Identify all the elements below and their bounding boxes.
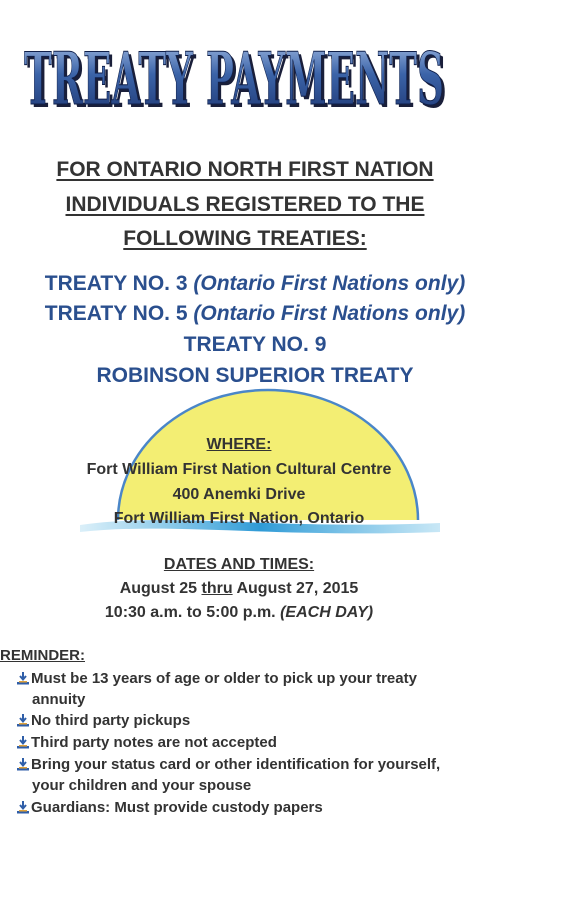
dates-title: DATES AND TIMES: xyxy=(163,556,315,573)
reminder-item-1 xyxy=(16,668,486,710)
title-text: TREATY PAYMENTS xyxy=(24,36,445,118)
treaty-9: TREATY NO. 9 xyxy=(183,333,327,356)
treaty-3-name: TREATY NO. 3 xyxy=(44,272,188,295)
reminder-item-5-text: Guardians: Must provide custody papers xyxy=(31,799,323,816)
treaty-5-name: TREATY NO. 5 xyxy=(44,302,188,325)
down-arrow-bullet-icon xyxy=(16,735,30,749)
time-range: 10:30 a.m. to 5:00 p.m. xyxy=(104,604,276,621)
time-note: (EACH DAY) xyxy=(280,604,374,621)
where-venue: Fort William First Nation Cultural Centre xyxy=(86,461,392,478)
treaty-5-note: (Ontario First Nations only) xyxy=(193,302,466,325)
date-thru: thru xyxy=(201,580,233,597)
heading-line-3: FOLLOWING TREATIES: xyxy=(123,227,367,250)
down-arrow-bullet-icon xyxy=(16,671,30,685)
reminder-title: REMINDER: xyxy=(0,647,85,664)
where-city: Fort William First Nation, Ontario xyxy=(113,510,365,527)
reminder-item-4-text: Bring your status card or other identification for yourself, xyxy=(31,756,441,773)
date-end: August 27, 2015 xyxy=(236,580,359,597)
where-address: 400 Anemki Drive xyxy=(172,486,306,503)
title-shadow: TREATY PAYMENTS xyxy=(27,39,448,118)
down-arrow-bullet-icon xyxy=(16,713,30,727)
dates-range xyxy=(0,580,478,598)
heading-line-1: FOR ONTARIO NORTH FIRST NATION xyxy=(56,158,434,181)
down-arrow-bullet-icon xyxy=(16,800,30,814)
reminder-item-2 xyxy=(16,710,486,731)
reminder-item-3-text: Third party notes are not accepted xyxy=(31,734,277,751)
treaty-5 xyxy=(0,302,510,326)
treaty-robinson-superior: ROBINSON SUPERIOR TREATY xyxy=(96,364,414,387)
reminder-item-1-cont: annuity xyxy=(32,691,86,708)
heading-line-2: INDIVIDUALS REGISTERED TO THE xyxy=(65,193,425,216)
treaty-3 xyxy=(0,272,510,296)
poster-title xyxy=(18,18,448,118)
reminder-item-1-text: Must be 13 years of age or older to pick up your treaty xyxy=(31,670,417,687)
reminder-item-3 xyxy=(16,732,486,753)
reminder-item-4-cont: your children and your spouse xyxy=(32,777,252,794)
treaty-3-note: (Ontario First Nations only) xyxy=(193,272,466,295)
date-start: August 25 xyxy=(119,580,198,597)
reminder-item-5 xyxy=(16,797,486,818)
reminder-item-4 xyxy=(16,754,486,796)
reminder-item-2-text: No third party pickups xyxy=(31,712,191,729)
down-arrow-bullet-icon xyxy=(16,757,30,771)
dates-time xyxy=(0,604,478,622)
where-title: WHERE: xyxy=(206,436,272,453)
